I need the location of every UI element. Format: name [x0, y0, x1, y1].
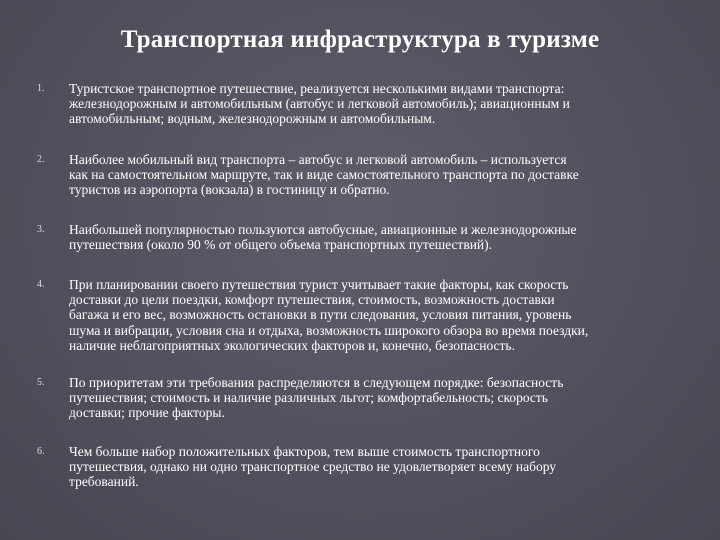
- text-line: Наиболее мобильный вид транспорта – автобус и легковой автомобиль – используется: [69, 152, 567, 167]
- text-line: Наибольшей популярностью пользуются автобусные, авиационные и железнодорожные: [69, 222, 577, 237]
- list-item-number: 1.: [37, 83, 45, 94]
- text-line: багажа и его вес, возможность остановки в пути следования, условия питания, уровень: [69, 307, 572, 323]
- list-item-number: 2.: [37, 154, 45, 165]
- text-line: путешествия; стоимость и наличие различных льгот; комфортабельность; скорость: [69, 390, 548, 406]
- text-line: доставки до цели поездки, комфорт путешествия, стоимость, возможность доставки: [69, 292, 555, 308]
- text-line: железнодорожным и автомобильным (автобус и легковой автомобиль); авиационным и: [69, 96, 570, 112]
- text-line: шума и вибрации, условия сна и отдыха, возможность широкого обзора во время поездки,: [69, 322, 589, 338]
- text-line: наличие неблагоприятных экологических факторов и, конечно, безопасность.: [69, 337, 515, 353]
- text-line: требований.: [69, 474, 139, 490]
- text-line: При планировании своего путешествия турист учитывает такие факторы, как скорость: [69, 277, 569, 292]
- list-item-number: 3.: [37, 224, 45, 235]
- slide-title: Транспортная инфраструктура в туризме: [120, 26, 600, 53]
- list-item-text: [69, 277, 699, 353]
- text-line: Чем больше набор положительных факторов, тем выше стоимость транспортного: [69, 444, 540, 459]
- list-item-number: 5.: [37, 377, 45, 388]
- text-line: путешествия, однако ни одно транспортное средство не удовлетворяет всему набору: [69, 459, 557, 475]
- text-line: автомобильным; водным, железнодорожным и автомобильным.: [69, 111, 436, 127]
- list-item-text: [69, 375, 699, 421]
- list-item-text: [69, 222, 699, 252]
- text-line: путешествия (около 90 % от общего объема транспортных путешествий).: [69, 237, 493, 253]
- text-line: Туристское транспортное путешествие, реализуется несколькими видами транспорта:: [69, 81, 565, 96]
- text-line: как на самостоятельном маршруте, так и виде самостоятельного транспорта по доставке: [69, 167, 579, 183]
- list-item-text: [69, 444, 699, 490]
- text-line: доставки; прочие факторы.: [69, 405, 225, 421]
- list-item-text: [69, 81, 699, 127]
- text-line: По приоритетам эти требования распределяются в следующем порядке: безопасность: [69, 375, 564, 390]
- list-item-text: [69, 152, 699, 198]
- list-item-number: 6.: [37, 446, 45, 457]
- list-item-number: 4.: [37, 279, 45, 290]
- text-line: туристов из аэропорта (вокзала) в гостиницу и обратно.: [69, 182, 390, 198]
